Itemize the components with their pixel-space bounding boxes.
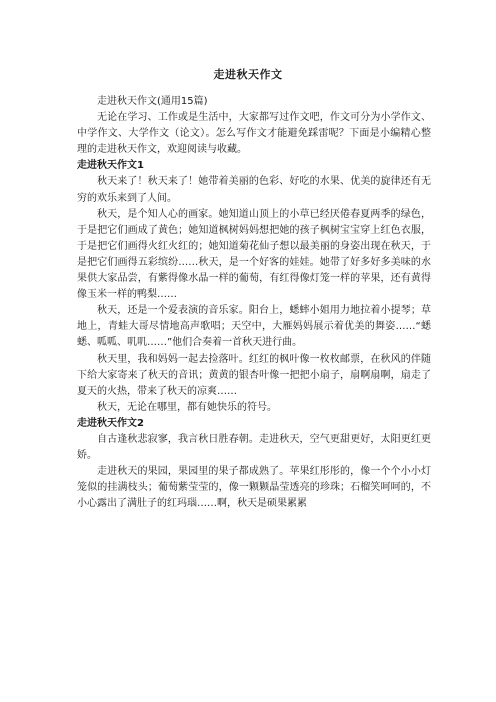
section2-paragraph-1: 自古逢秋悲寂寥，我言秋日胜春朝。走进秋天，空气更甜更好，太阳更红更娇。 <box>77 433 431 462</box>
section-heading-1: 走进秋天作文1 <box>77 160 144 172</box>
section2-paragraph-2: 走进秋天的果园，果园里的果子都成熟了。苹果红彤彤的，像一个个小小灯笼似的挂满枝头；葡萄紫莹莹的，像一颗颗晶莹透亮的珍珠；石榴笑呵呵的，不小心露出了满肚子的红玛瑙……啊，秋天是硕果累累 <box>77 466 431 510</box>
section1-paragraph-5: 秋天，无论在哪里，都有她快乐的符号。 <box>97 401 277 413</box>
section-heading-2: 走进秋天作文2 <box>77 417 144 429</box>
document-subtitle: 走进秋天作文(通用15篇) <box>97 96 208 107</box>
section1-paragraph-3: 秋天，还是一个爱表演的音乐家。阳台上，蟋蟀小姐用力地拉着小提琴；草地上，青蛙大哥尽情地高声歌唱；天空中，大雁妈妈展示着优美的舞姿……“蟋蟋、呱呱、叽叽……”他们合奏着一首秋天进行曲。 <box>77 305 431 349</box>
section1-paragraph-2: 秋天，是个知人心的画家。她知道山顶上的小草已经厌倦春夏两季的绿色，于是把它们画成了黄色；她知道枫树妈妈想把她的孩子枫树宝宝穿上红色衣服，于是把它们画得火红火红的；她知道菊花仙子想以最美丽的身姿出现在秋天，于是把它们画得五彩缤纷……秋天，是一个好客的娃娃。她带了好多好多美味的水果供大家品尝，有紫得像水晶一样的葡萄，有红得像灯笼一样的苹果，还有黄得像玉米一样的鸭梨…… <box>77 208 431 301</box>
intro-paragraph: 无论在学习、工作或是生活中，大家都写过作文吧，作文可分为小学作文、中学作文、大学作文（论文）。怎么写作文才能避免踩雷呢？下面是小编精心整理的走进秋天作文，欢迎阅读与收藏。 <box>77 112 431 156</box>
section1-paragraph-4: 秋天里，我和妈妈一起去捡落叶。红红的枫叶像一枚枚邮票，在秋风的伴随下给大家寄来了秋天的音讯；黄黄的银杏叶像一把把小扇子，扇啊扇啊，扇走了夏天的火热，带来了秋天的凉爽…… <box>77 353 431 397</box>
section1-paragraph-1: 秋天来了！秋天来了！她带着美丽的色彩、好吃的水果、优美的旋律还有无穷的欢乐来到了人间。 <box>77 176 431 204</box>
page-title: 走进秋天作文 <box>213 68 283 81</box>
document-body <box>77 94 431 512</box>
